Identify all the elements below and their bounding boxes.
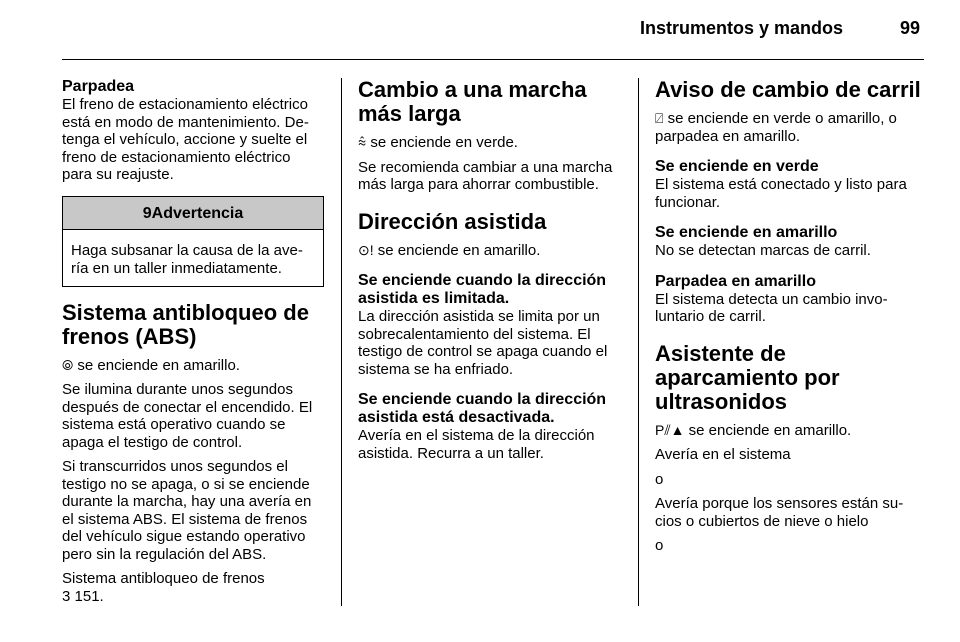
- column-divider-2: [638, 78, 639, 606]
- abs-reference-page[interactable]: 3 151.: [62, 587, 104, 605]
- steering-heading: Dirección asistida: [358, 208, 547, 234]
- abs-paragraph-1: Se ilumina durante unos segundos después de conectar el encendido. El sistema está operativo cuando se apaga el testigo de control.: [62, 381, 313, 451]
- column-1: [62, 78, 324, 612]
- parking-or-2: o: [655, 537, 664, 554]
- lane-blink-title: Parpadea en amarillo: [655, 272, 816, 290]
- abs-icon: ⦾: [62, 356, 74, 373]
- column-2: [358, 78, 620, 469]
- lane-green-title: Se enciende en verde: [655, 158, 819, 175]
- gear-heading: Cambio a una marcha más larga: [358, 77, 587, 126]
- steering-off-title: Se enciende cuando la dirección asistida está desactivada.: [358, 391, 607, 426]
- abs-reference-text: Sistema antibloqueo de frenos: [62, 570, 265, 587]
- parking-paragraph-1: Avería en el sistema: [655, 446, 791, 463]
- lane-heading: Aviso de cambio de carril: [655, 77, 921, 102]
- parking-assist-icon: P⫽▲: [655, 421, 685, 438]
- abs-intro: se enciende en amarillo.: [77, 356, 240, 374]
- abs-reference: [62, 570, 324, 605]
- gear-shift-icon: ⩯: [358, 134, 367, 150]
- gear-intro-paragraph: [358, 134, 620, 152]
- warning-icon: 9: [142, 204, 152, 222]
- steering-intro-paragraph: [358, 242, 620, 260]
- lane-green-text: El sistema está conectado y listo para funcionar.: [655, 176, 907, 211]
- lane-yellow-title: Se enciende en amarillo: [655, 224, 838, 241]
- abs-heading: Sistema antibloqueo de frenos (ABS): [62, 299, 309, 349]
- gear-intro: se enciende en verde.: [370, 134, 518, 151]
- lane-yellow-text: No se detectan marcas de carril.: [655, 242, 871, 259]
- parking-paragraph-2: Avería porque los sensores están sucios o cubiertos de nieve o hielo: [655, 495, 904, 530]
- steering-limited-title: Se enciende cuando la dirección asistida es limitada.: [358, 272, 607, 307]
- column-divider-1: [341, 78, 342, 606]
- warning-text: Haga subsanar la causa de la avería en un taller inmediatamente.: [71, 241, 303, 277]
- column-3: [655, 78, 923, 562]
- parking-intro: se enciende en amarillo.: [688, 421, 852, 439]
- lane-departure-icon: ⍁: [655, 110, 664, 126]
- steering-warning-icon: ⊙!: [358, 241, 374, 258]
- steering-limited-text: La dirección asistida se limita por un sobrecalentamiento del sistema. El testigo de control se apaga cuando el sistema se ha enfriado.: [358, 308, 608, 378]
- abs-paragraph-2: Si transcurridos unos segundos el testigo no se apaga, o si se enciende durante la marcha, hay una avería en el sistema ABS. El sistema de frenos del vehículo sigue estando operativo pero sin la regulación del ABS.: [62, 458, 312, 563]
- steering-off-text: Avería en el sistema de la dirección asistida. Recurra a un taller.: [358, 427, 595, 462]
- page-header-title: Instrumentos y mandos: [640, 18, 844, 38]
- parking-intro-paragraph: [655, 422, 923, 440]
- parking-or-1: o: [655, 470, 664, 488]
- warning-title: Advertencia: [151, 204, 244, 222]
- parpadea-text: El freno de estacionamiento eléctrico está en modo de mantenimiento. Detenga el vehículo, accione y suelte el freno de estacionamiento eléctrico para su reajuste.: [62, 96, 309, 183]
- page-number: 99: [899, 18, 920, 38]
- lane-intro: se enciende en verde o amarillo, o parpadea en amarillo.: [655, 110, 897, 145]
- steering-intro: se enciende en amarillo.: [377, 241, 541, 259]
- parpadea-title: Parpadea: [62, 78, 135, 95]
- lane-intro-paragraph: [655, 110, 923, 145]
- header-rule: [62, 59, 924, 60]
- warning-box: [62, 196, 324, 287]
- warning-header: [63, 197, 323, 230]
- gear-paragraph: Se recomienda cambiar a una marcha más larga para ahorrar combustible.: [358, 158, 613, 193]
- abs-intro-paragraph: [62, 357, 324, 375]
- lane-blink-text: El sistema detecta un cambio involuntario de carril.: [655, 290, 888, 325]
- parking-heading: Asistente de aparcamiento por ultrasonidos: [655, 340, 840, 414]
